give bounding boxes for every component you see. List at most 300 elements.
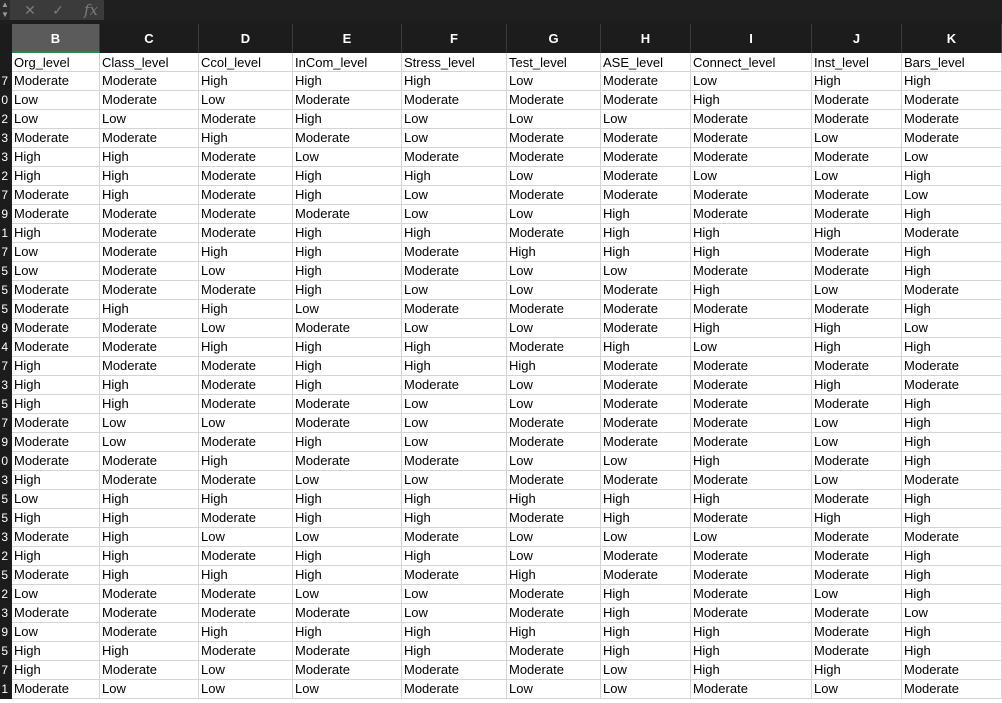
table-cell[interactable]: Low [812, 281, 902, 300]
table-cell[interactable]: Moderate [100, 338, 199, 357]
table-cell[interactable]: Moderate [293, 205, 402, 224]
table-cell[interactable]: Moderate [402, 91, 507, 110]
table-cell[interactable]: Moderate [293, 452, 402, 471]
header-cell[interactable]: InCom_level [293, 53, 402, 72]
table-cell[interactable]: Moderate [199, 509, 293, 528]
select-all-corner[interactable] [0, 24, 12, 53]
row-number[interactable]: 5 [0, 395, 12, 414]
row-number[interactable]: 1 [0, 680, 12, 699]
table-cell[interactable]: High [199, 566, 293, 585]
table-cell[interactable]: Moderate [293, 414, 402, 433]
table-cell[interactable]: Moderate [100, 585, 199, 604]
table-cell[interactable]: Low [601, 262, 691, 281]
table-cell[interactable]: High [902, 72, 1002, 91]
table-cell[interactable]: Low [402, 129, 507, 148]
table-cell[interactable]: Moderate [199, 376, 293, 395]
table-cell[interactable]: Moderate [902, 110, 1002, 129]
table-cell[interactable]: Moderate [199, 585, 293, 604]
table-cell[interactable]: Moderate [812, 205, 902, 224]
table-cell[interactable]: Moderate [100, 224, 199, 243]
table-cell[interactable]: Moderate [691, 547, 812, 566]
table-cell[interactable]: High [902, 547, 1002, 566]
table-cell[interactable]: High [902, 205, 1002, 224]
table-cell[interactable]: Moderate [601, 566, 691, 585]
table-cell[interactable]: High [691, 490, 812, 509]
table-cell[interactable]: Moderate [12, 300, 100, 319]
table-cell[interactable]: Moderate [402, 148, 507, 167]
column-header-b[interactable]: B [12, 24, 100, 53]
row-number[interactable]: 9 [0, 623, 12, 642]
table-cell[interactable]: Moderate [199, 224, 293, 243]
table-cell[interactable]: Moderate [812, 566, 902, 585]
row-number[interactable]: 2 [0, 585, 12, 604]
table-cell[interactable]: High [199, 72, 293, 91]
table-cell[interactable]: High [812, 376, 902, 395]
table-cell[interactable]: High [293, 376, 402, 395]
table-cell[interactable]: Low [601, 452, 691, 471]
table-cell[interactable]: Moderate [507, 642, 601, 661]
table-cell[interactable]: Moderate [402, 452, 507, 471]
row-number[interactable]: 5 [0, 490, 12, 509]
table-cell[interactable]: High [293, 243, 402, 262]
table-cell[interactable]: Moderate [601, 319, 691, 338]
column-header-e[interactable]: E [293, 24, 402, 53]
row-number[interactable]: 5 [0, 281, 12, 300]
table-cell[interactable]: High [293, 566, 402, 585]
table-cell[interactable]: Low [691, 338, 812, 357]
table-cell[interactable]: High [601, 338, 691, 357]
table-cell[interactable]: Moderate [507, 91, 601, 110]
table-cell[interactable]: Low [402, 205, 507, 224]
table-cell[interactable]: High [601, 224, 691, 243]
table-cell[interactable]: High [902, 433, 1002, 452]
table-cell[interactable]: High [691, 623, 812, 642]
table-cell[interactable]: Moderate [199, 148, 293, 167]
row-number[interactable]: 5 [0, 262, 12, 281]
table-cell[interactable]: High [507, 623, 601, 642]
column-header-i[interactable]: I [691, 24, 812, 53]
table-cell[interactable]: Low [507, 319, 601, 338]
table-cell[interactable]: Moderate [902, 680, 1002, 699]
table-cell[interactable]: High [402, 167, 507, 186]
table-cell[interactable]: Moderate [402, 528, 507, 547]
column-header-h[interactable]: H [601, 24, 691, 53]
table-cell[interactable]: Low [12, 110, 100, 129]
row-number[interactable]: 5 [0, 566, 12, 585]
row-number[interactable]: 7 [0, 414, 12, 433]
table-cell[interactable]: High [601, 243, 691, 262]
table-cell[interactable]: Low [402, 281, 507, 300]
row-number[interactable]: 3 [0, 148, 12, 167]
table-cell[interactable]: High [601, 205, 691, 224]
table-cell[interactable]: Moderate [507, 300, 601, 319]
table-cell[interactable]: Low [691, 72, 812, 91]
table-cell[interactable]: Moderate [100, 129, 199, 148]
function-fx-icon[interactable]: fx [83, 1, 98, 19]
table-cell[interactable]: Low [902, 186, 1002, 205]
table-cell[interactable]: Moderate [812, 547, 902, 566]
table-cell[interactable]: Moderate [293, 129, 402, 148]
table-cell[interactable]: High [507, 357, 601, 376]
table-cell[interactable]: Moderate [507, 338, 601, 357]
table-cell[interactable]: High [507, 243, 601, 262]
table-cell[interactable]: Moderate [812, 357, 902, 376]
row-number[interactable]: 1 [0, 224, 12, 243]
table-cell[interactable]: High [402, 338, 507, 357]
table-cell[interactable]: High [12, 224, 100, 243]
table-cell[interactable]: High [402, 490, 507, 509]
table-cell[interactable]: Moderate [507, 148, 601, 167]
table-cell[interactable]: Moderate [12, 129, 100, 148]
table-cell[interactable]: Moderate [402, 680, 507, 699]
table-cell[interactable]: High [12, 547, 100, 566]
table-cell[interactable]: Low [812, 167, 902, 186]
table-cell[interactable]: Low [812, 471, 902, 490]
table-cell[interactable]: Low [902, 319, 1002, 338]
table-cell[interactable]: Low [691, 167, 812, 186]
table-cell[interactable]: Low [507, 167, 601, 186]
table-cell[interactable]: Moderate [691, 300, 812, 319]
table-cell[interactable]: Low [293, 471, 402, 490]
table-cell[interactable]: Low [507, 110, 601, 129]
table-cell[interactable]: Low [12, 243, 100, 262]
row-number[interactable]: 0 [0, 452, 12, 471]
table-cell[interactable]: Moderate [691, 414, 812, 433]
table-cell[interactable]: Moderate [902, 357, 1002, 376]
table-cell[interactable]: Moderate [507, 604, 601, 623]
column-header-d[interactable]: D [199, 24, 293, 53]
column-header-f[interactable]: F [402, 24, 507, 53]
table-cell[interactable]: Moderate [812, 452, 902, 471]
table-cell[interactable]: Moderate [12, 414, 100, 433]
table-cell[interactable]: Moderate [12, 186, 100, 205]
table-cell[interactable]: Moderate [601, 547, 691, 566]
table-cell[interactable]: Moderate [507, 224, 601, 243]
table-cell[interactable]: Moderate [601, 281, 691, 300]
table-cell[interactable]: Moderate [12, 319, 100, 338]
table-cell[interactable]: High [902, 642, 1002, 661]
table-cell[interactable]: Moderate [507, 414, 601, 433]
table-cell[interactable]: High [902, 338, 1002, 357]
table-cell[interactable]: High [100, 509, 199, 528]
table-cell[interactable]: Low [601, 661, 691, 680]
table-cell[interactable]: Low [812, 129, 902, 148]
table-cell[interactable]: Moderate [12, 566, 100, 585]
table-cell[interactable]: Moderate [402, 243, 507, 262]
table-cell[interactable]: Low [199, 528, 293, 547]
table-cell[interactable]: Moderate [601, 91, 691, 110]
table-cell[interactable]: High [12, 509, 100, 528]
table-cell[interactable]: High [293, 338, 402, 357]
table-cell[interactable]: Moderate [507, 129, 601, 148]
table-cell[interactable]: Low [402, 110, 507, 129]
table-cell[interactable]: Moderate [691, 395, 812, 414]
table-cell[interactable]: Moderate [902, 471, 1002, 490]
table-cell[interactable]: High [12, 376, 100, 395]
table-cell[interactable]: High [12, 357, 100, 376]
table-cell[interactable]: High [902, 566, 1002, 585]
formula-input[interactable] [104, 0, 1002, 20]
table-cell[interactable]: Moderate [199, 642, 293, 661]
table-cell[interactable]: Moderate [12, 680, 100, 699]
table-cell[interactable]: Moderate [199, 205, 293, 224]
table-cell[interactable]: High [507, 490, 601, 509]
table-cell[interactable]: Low [402, 433, 507, 452]
row-number[interactable]: 5 [0, 300, 12, 319]
table-cell[interactable]: High [100, 395, 199, 414]
table-cell[interactable]: Moderate [691, 262, 812, 281]
table-cell[interactable]: Low [199, 319, 293, 338]
table-cell[interactable]: Moderate [100, 471, 199, 490]
table-cell[interactable]: High [199, 300, 293, 319]
table-cell[interactable]: High [100, 566, 199, 585]
table-cell[interactable]: Moderate [601, 433, 691, 452]
table-cell[interactable]: Moderate [199, 433, 293, 452]
table-cell[interactable]: Moderate [100, 91, 199, 110]
table-cell[interactable]: Moderate [507, 433, 601, 452]
table-cell[interactable]: Moderate [902, 281, 1002, 300]
table-cell[interactable]: Moderate [293, 661, 402, 680]
table-cell[interactable]: Low [12, 585, 100, 604]
table-cell[interactable]: Low [402, 414, 507, 433]
table-cell[interactable]: Moderate [100, 357, 199, 376]
column-header-j[interactable]: J [812, 24, 902, 53]
table-cell[interactable]: Moderate [812, 604, 902, 623]
table-cell[interactable]: High [902, 509, 1002, 528]
table-cell[interactable]: Moderate [100, 661, 199, 680]
table-cell[interactable]: Moderate [812, 243, 902, 262]
table-cell[interactable]: Moderate [100, 604, 199, 623]
table-cell[interactable]: High [293, 186, 402, 205]
table-cell[interactable]: High [293, 281, 402, 300]
table-cell[interactable]: High [199, 338, 293, 357]
row-number[interactable]: 7 [0, 357, 12, 376]
row-number[interactable]: 3 [0, 376, 12, 395]
table-cell[interactable]: High [293, 547, 402, 566]
table-cell[interactable]: Moderate [12, 604, 100, 623]
table-cell[interactable]: Moderate [293, 91, 402, 110]
table-cell[interactable]: Moderate [902, 528, 1002, 547]
row-number[interactable] [0, 53, 12, 72]
table-cell[interactable]: High [691, 91, 812, 110]
table-cell[interactable]: Moderate [812, 623, 902, 642]
table-cell[interactable]: High [902, 414, 1002, 433]
table-cell[interactable]: Moderate [100, 72, 199, 91]
table-cell[interactable]: Moderate [691, 433, 812, 452]
table-cell[interactable]: High [100, 376, 199, 395]
table-cell[interactable]: Moderate [12, 452, 100, 471]
table-cell[interactable]: Low [100, 680, 199, 699]
row-number[interactable]: 7 [0, 186, 12, 205]
table-cell[interactable]: High [293, 167, 402, 186]
table-cell[interactable]: Moderate [12, 528, 100, 547]
table-cell[interactable]: Low [691, 528, 812, 547]
table-cell[interactable]: Moderate [691, 110, 812, 129]
table-cell[interactable]: Moderate [507, 585, 601, 604]
table-cell[interactable]: High [691, 661, 812, 680]
table-cell[interactable]: Low [12, 91, 100, 110]
table-cell[interactable]: Low [601, 680, 691, 699]
table-cell[interactable]: Moderate [812, 148, 902, 167]
table-cell[interactable]: High [601, 642, 691, 661]
table-cell[interactable]: High [12, 642, 100, 661]
table-cell[interactable]: High [812, 319, 902, 338]
table-cell[interactable]: High [402, 509, 507, 528]
table-cell[interactable]: High [691, 319, 812, 338]
table-cell[interactable]: High [293, 509, 402, 528]
table-cell[interactable]: Moderate [691, 186, 812, 205]
table-cell[interactable]: Moderate [12, 433, 100, 452]
table-cell[interactable]: Low [507, 262, 601, 281]
table-cell[interactable]: Moderate [691, 205, 812, 224]
table-cell[interactable]: High [902, 623, 1002, 642]
table-cell[interactable]: High [812, 338, 902, 357]
table-cell[interactable]: High [402, 72, 507, 91]
table-cell[interactable]: High [100, 148, 199, 167]
table-cell[interactable]: Moderate [812, 490, 902, 509]
column-header-c[interactable]: C [100, 24, 199, 53]
table-cell[interactable]: Moderate [507, 661, 601, 680]
table-cell[interactable]: Low [507, 72, 601, 91]
row-number[interactable]: 7 [0, 72, 12, 91]
table-cell[interactable]: Low [12, 623, 100, 642]
table-cell[interactable]: Moderate [100, 623, 199, 642]
table-cell[interactable]: Low [199, 91, 293, 110]
table-cell[interactable]: Moderate [601, 148, 691, 167]
table-cell[interactable]: Moderate [601, 471, 691, 490]
table-cell[interactable]: High [12, 167, 100, 186]
table-cell[interactable]: Moderate [691, 680, 812, 699]
name-box-stepper-icon[interactable]: ▲ ▼ [1, 0, 9, 19]
table-cell[interactable]: Low [812, 680, 902, 699]
row-number[interactable]: 3 [0, 528, 12, 547]
table-cell[interactable]: Moderate [601, 357, 691, 376]
table-cell[interactable]: Moderate [601, 395, 691, 414]
table-cell[interactable]: High [902, 490, 1002, 509]
table-cell[interactable]: Moderate [601, 186, 691, 205]
table-cell[interactable]: Moderate [199, 604, 293, 623]
table-cell[interactable]: Low [507, 452, 601, 471]
table-cell[interactable]: Moderate [199, 395, 293, 414]
table-cell[interactable]: Moderate [100, 205, 199, 224]
header-cell[interactable]: Org_level [12, 53, 100, 72]
table-cell[interactable]: Low [507, 680, 601, 699]
table-cell[interactable]: Low [402, 471, 507, 490]
table-cell[interactable]: Moderate [12, 281, 100, 300]
table-cell[interactable]: Moderate [601, 167, 691, 186]
table-cell[interactable]: Moderate [507, 186, 601, 205]
table-cell[interactable]: Moderate [902, 224, 1002, 243]
row-number[interactable]: 3 [0, 604, 12, 623]
table-cell[interactable]: Low [402, 585, 507, 604]
table-cell[interactable]: Low [199, 661, 293, 680]
table-cell[interactable]: Moderate [691, 357, 812, 376]
table-cell[interactable]: Moderate [691, 509, 812, 528]
table-cell[interactable]: Moderate [12, 72, 100, 91]
table-cell[interactable]: Moderate [402, 262, 507, 281]
table-cell[interactable]: High [293, 72, 402, 91]
table-cell[interactable]: Moderate [199, 281, 293, 300]
table-cell[interactable]: High [402, 224, 507, 243]
table-cell[interactable]: Moderate [812, 642, 902, 661]
table-cell[interactable]: Moderate [691, 566, 812, 585]
table-cell[interactable]: Moderate [601, 414, 691, 433]
table-cell[interactable]: Moderate [507, 471, 601, 490]
table-cell[interactable]: Low [402, 186, 507, 205]
table-cell[interactable]: High [601, 509, 691, 528]
table-cell[interactable]: High [100, 528, 199, 547]
header-cell[interactable]: Inst_level [812, 53, 902, 72]
table-cell[interactable]: High [601, 604, 691, 623]
table-cell[interactable]: High [12, 148, 100, 167]
table-cell[interactable]: Low [100, 414, 199, 433]
table-cell[interactable]: High [199, 490, 293, 509]
table-cell[interactable]: Moderate [507, 509, 601, 528]
table-cell[interactable]: Low [902, 148, 1002, 167]
table-cell[interactable]: Moderate [293, 604, 402, 623]
table-cell[interactable]: High [812, 72, 902, 91]
table-cell[interactable]: High [100, 642, 199, 661]
column-header-k[interactable]: K [902, 24, 1002, 53]
table-cell[interactable]: Moderate [902, 376, 1002, 395]
table-cell[interactable]: Low [293, 148, 402, 167]
table-cell[interactable]: Moderate [812, 186, 902, 205]
table-cell[interactable]: High [402, 623, 507, 642]
table-cell[interactable]: Moderate [100, 262, 199, 281]
table-cell[interactable]: Moderate [691, 585, 812, 604]
table-cell[interactable]: Low [100, 110, 199, 129]
row-number[interactable]: 7 [0, 661, 12, 680]
table-cell[interactable]: Moderate [293, 319, 402, 338]
table-cell[interactable]: Moderate [691, 471, 812, 490]
table-cell[interactable]: Low [293, 585, 402, 604]
table-cell[interactable]: Low [12, 490, 100, 509]
table-cell[interactable]: High [902, 395, 1002, 414]
table-cell[interactable]: High [402, 357, 507, 376]
table-cell[interactable]: Moderate [691, 376, 812, 395]
table-cell[interactable]: High [100, 547, 199, 566]
table-cell[interactable]: High [812, 661, 902, 680]
table-cell[interactable]: Low [12, 262, 100, 281]
row-number[interactable]: 0 [0, 91, 12, 110]
table-cell[interactable]: High [902, 262, 1002, 281]
table-cell[interactable]: High [812, 509, 902, 528]
table-cell[interactable]: High [691, 281, 812, 300]
table-cell[interactable]: Moderate [601, 72, 691, 91]
table-cell[interactable]: High [12, 661, 100, 680]
row-number[interactable]: 9 [0, 433, 12, 452]
table-cell[interactable]: Moderate [199, 186, 293, 205]
header-cell[interactable]: Bars_level [902, 53, 1002, 72]
table-cell[interactable]: High [601, 585, 691, 604]
table-cell[interactable]: Moderate [12, 338, 100, 357]
table-cell[interactable]: Low [601, 110, 691, 129]
table-cell[interactable]: Low [812, 414, 902, 433]
row-number[interactable]: 5 [0, 509, 12, 528]
table-cell[interactable]: Moderate [691, 148, 812, 167]
table-cell[interactable]: Moderate [199, 167, 293, 186]
table-cell[interactable]: Low [812, 585, 902, 604]
table-cell[interactable]: High [293, 357, 402, 376]
table-cell[interactable]: High [902, 167, 1002, 186]
table-cell[interactable]: Moderate [902, 91, 1002, 110]
table-cell[interactable]: Low [293, 300, 402, 319]
header-cell[interactable]: Stress_level [402, 53, 507, 72]
table-cell[interactable]: High [902, 585, 1002, 604]
table-cell[interactable]: Moderate [902, 129, 1002, 148]
table-cell[interactable]: High [812, 224, 902, 243]
table-cell[interactable]: High [293, 262, 402, 281]
